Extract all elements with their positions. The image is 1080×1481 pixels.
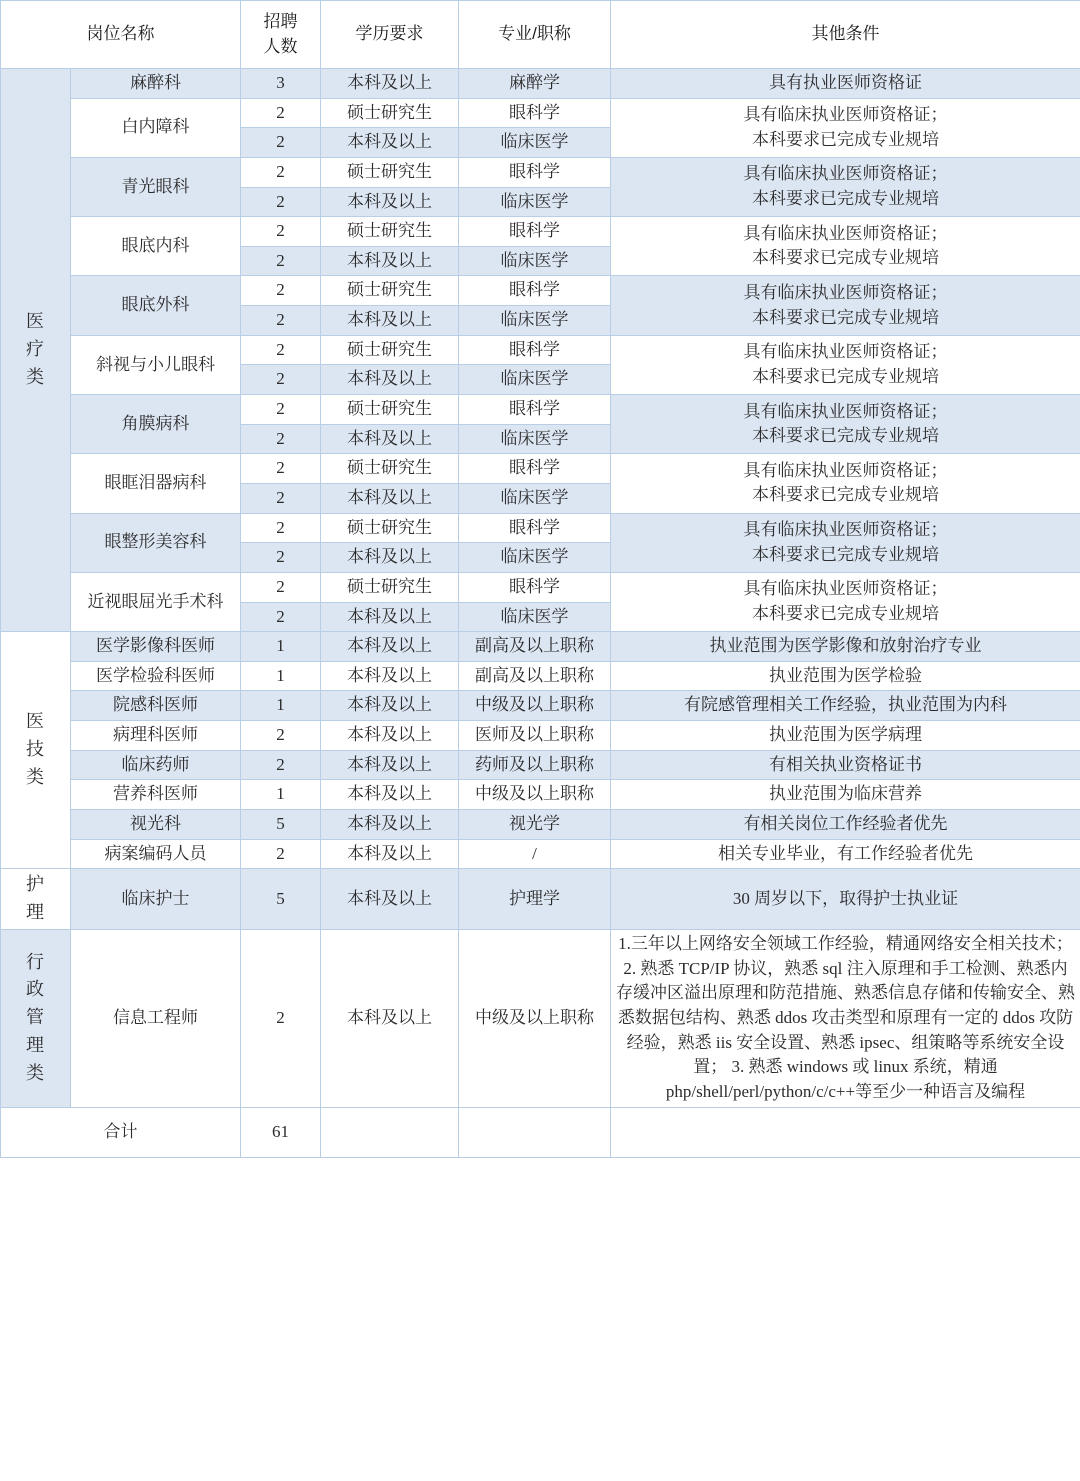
headcount-cell: 5 [241, 869, 321, 930]
column-header-education: 学历要求 [321, 1, 459, 69]
headcount-cell: 2 [241, 750, 321, 780]
table-row [1, 632, 1080, 662]
other-conditions-cell [611, 572, 1080, 631]
major-title-cell: 临床医学 [459, 306, 611, 336]
education-cell: 本科及以上 [321, 839, 459, 869]
other-conditions-cell: 有院感管理相关工作经验，执业范围为内科 [611, 691, 1080, 721]
table-row [1, 335, 1080, 365]
other-line: 具有临床执业医师资格证； [743, 579, 948, 599]
other-conditions-cell [611, 513, 1080, 572]
other-line: 本科要求已完成专业规培 [752, 189, 939, 209]
other-line: 本科要求已完成专业规培 [752, 604, 939, 624]
headcount-cell: 1 [241, 632, 321, 662]
major-title-cell: / [459, 839, 611, 869]
other-line: 本科要求已完成专业规培 [752, 485, 939, 505]
other-conditions-cell: 有相关执业资格证书 [611, 750, 1080, 780]
education-cell: 本科及以上 [321, 869, 459, 930]
headcount-cell: 2 [241, 543, 321, 573]
education-cell: 本科及以上 [321, 543, 459, 573]
education-cell: 硕士研究生 [321, 157, 459, 187]
total-row [1, 1107, 1080, 1157]
post-name-cell: 临床药师 [71, 750, 241, 780]
post-name-cell: 临床护士 [71, 869, 241, 930]
other-line: 具有临床执业医师资格证； [743, 342, 948, 362]
education-cell: 本科及以上 [321, 187, 459, 217]
major-title-cell: 眼科学 [459, 454, 611, 484]
education-cell: 硕士研究生 [321, 217, 459, 247]
education-cell: 本科及以上 [321, 246, 459, 276]
other-conditions-cell: 相关专业毕业，有工作经验者优先 [611, 839, 1080, 869]
other-conditions-cell [611, 395, 1080, 454]
headcount-cell: 2 [241, 483, 321, 513]
major-title-cell: 副高及以上职称 [459, 632, 611, 662]
other-line: 具有临床执业医师资格证； [743, 105, 948, 125]
major-title-cell: 临床医学 [459, 483, 611, 513]
other-conditions-cell [611, 157, 1080, 216]
education-cell: 硕士研究生 [321, 276, 459, 306]
post-name-cell: 医学检验科医师 [71, 661, 241, 691]
post-name-cell: 麻醉科 [71, 69, 241, 99]
post-name-cell: 眼整形美容科 [71, 513, 241, 572]
headcount-cell: 2 [241, 395, 321, 425]
education-cell: 本科及以上 [321, 691, 459, 721]
headcount-cell: 2 [241, 454, 321, 484]
header-row [1, 1, 1080, 69]
headcount-cell: 1 [241, 691, 321, 721]
table-row [1, 780, 1080, 810]
major-title-cell: 眼科学 [459, 217, 611, 247]
post-name-cell: 医学影像科医师 [71, 632, 241, 662]
post-name-cell: 眼底内科 [71, 217, 241, 276]
headcount-cell: 2 [241, 839, 321, 869]
other-conditions-cell: 执业范围为医学影像和放射治疗专业 [611, 632, 1080, 662]
table-row [1, 810, 1080, 840]
table-row [1, 930, 1080, 1107]
education-cell: 本科及以上 [321, 365, 459, 395]
major-title-cell: 临床医学 [459, 246, 611, 276]
major-title-cell: 眼科学 [459, 395, 611, 425]
other-conditions-cell: 30 周岁以下，取得护士执业证 [611, 869, 1080, 930]
education-cell: 本科及以上 [321, 632, 459, 662]
other-conditions-cell [611, 276, 1080, 335]
table-row [1, 513, 1080, 543]
other-line: 本科要求已完成专业规培 [752, 544, 939, 564]
major-title-cell: 眼科学 [459, 335, 611, 365]
other-conditions-cell [611, 217, 1080, 276]
other-line: 具有临床执业医师资格证； [743, 401, 948, 421]
major-title-cell: 眼科学 [459, 157, 611, 187]
post-name-cell: 近视眼屈光手术科 [71, 572, 241, 631]
other-line: 本科要求已完成专业规培 [752, 248, 939, 268]
post-name-cell: 病理科医师 [71, 721, 241, 751]
post-name-cell: 眼眶泪器病科 [71, 454, 241, 513]
other-line: 具有临床执业医师资格证； [743, 223, 948, 243]
headcount-cell: 2 [241, 157, 321, 187]
post-name-cell: 白内障科 [71, 98, 241, 157]
headcount-cell: 2 [241, 187, 321, 217]
headcount-cell: 2 [241, 930, 321, 1107]
education-cell: 硕士研究生 [321, 335, 459, 365]
major-title-cell: 临床医学 [459, 365, 611, 395]
other-conditions-cell: 执业范围为医学病理 [611, 721, 1080, 751]
table-row [1, 661, 1080, 691]
table-header [1, 1, 1080, 69]
total-label: 合计 [1, 1107, 241, 1157]
other-conditions-cell: 执业范围为临床营养 [611, 780, 1080, 810]
other-line: 本科要求已完成专业规培 [752, 307, 939, 327]
other-conditions-cell: 具有执业医师资格证 [611, 69, 1080, 99]
major-title-cell: 临床医学 [459, 543, 611, 573]
category-cell [1, 869, 71, 930]
education-cell: 本科及以上 [321, 750, 459, 780]
headcount-cell: 2 [241, 98, 321, 128]
education-cell: 本科及以上 [321, 306, 459, 336]
category-label: 医疗类 [26, 311, 45, 388]
post-name-cell: 院感科医师 [71, 691, 241, 721]
headcount-cell: 3 [241, 69, 321, 99]
table-row [1, 98, 1080, 128]
table-row [1, 454, 1080, 484]
category-cell [1, 69, 71, 632]
post-name-cell: 信息工程师 [71, 930, 241, 1107]
other-conditions-cell [611, 98, 1080, 157]
major-title-cell: 临床医学 [459, 602, 611, 632]
column-header-major-title: 专业/职称 [459, 1, 611, 69]
table-row [1, 750, 1080, 780]
table-row [1, 691, 1080, 721]
headcount-cell: 2 [241, 306, 321, 336]
post-name-cell: 病案编码人员 [71, 839, 241, 869]
education-cell: 硕士研究生 [321, 454, 459, 484]
post-name-cell: 眼底外科 [71, 276, 241, 335]
table-row [1, 839, 1080, 869]
education-cell: 硕士研究生 [321, 395, 459, 425]
other-line: 具有临床执业医师资格证； [743, 282, 948, 302]
major-title-cell: 药师及以上职称 [459, 750, 611, 780]
column-header-headcount [241, 1, 321, 69]
other-line: 本科要求已完成专业规培 [752, 129, 939, 149]
major-title-cell: 临床医学 [459, 187, 611, 217]
headcount-cell: 1 [241, 780, 321, 810]
post-name-cell: 斜视与小儿眼科 [71, 335, 241, 394]
education-cell: 硕士研究生 [321, 98, 459, 128]
headcount-cell: 2 [241, 572, 321, 602]
post-name-cell: 角膜病科 [71, 395, 241, 454]
total-value: 61 [241, 1107, 321, 1157]
major-title-cell: 医师及以上职称 [459, 721, 611, 751]
education-cell: 本科及以上 [321, 721, 459, 751]
major-title-cell: 眼科学 [459, 572, 611, 602]
education-cell: 硕士研究生 [321, 572, 459, 602]
other-line: 具有临床执业医师资格证； [743, 460, 948, 480]
table-row [1, 157, 1080, 187]
column-header-post-name: 岗位名称 [1, 1, 241, 69]
table-row [1, 217, 1080, 247]
major-title-cell: 眼科学 [459, 98, 611, 128]
headcount-cell: 5 [241, 810, 321, 840]
table-row [1, 869, 1080, 930]
category-cell [1, 632, 71, 869]
headcount-cell: 2 [241, 276, 321, 306]
major-title-cell: 护理学 [459, 869, 611, 930]
total-empty-major [459, 1107, 611, 1157]
education-cell: 本科及以上 [321, 661, 459, 691]
education-cell: 本科及以上 [321, 780, 459, 810]
education-cell: 硕士研究生 [321, 513, 459, 543]
category-label: 行政管理类 [26, 951, 45, 1084]
headcount-line2: 人数 [263, 36, 298, 56]
headcount-cell: 2 [241, 602, 321, 632]
other-conditions-cell: 有相关岗位工作经验者优先 [611, 810, 1080, 840]
headcount-cell: 2 [241, 424, 321, 454]
category-label: 护理 [26, 874, 45, 923]
headcount-cell: 2 [241, 721, 321, 751]
education-cell: 本科及以上 [321, 930, 459, 1107]
major-title-cell: 临床医学 [459, 128, 611, 158]
total-empty-education [321, 1107, 459, 1157]
major-title-cell: 中级及以上职称 [459, 691, 611, 721]
other-line: 具有临床执业医师资格证； [743, 520, 948, 540]
post-name-cell: 营养科医师 [71, 780, 241, 810]
headcount-cell: 2 [241, 246, 321, 276]
headcount-line1: 招聘 [263, 11, 298, 31]
headcount-cell: 2 [241, 335, 321, 365]
other-line: 具有临床执业医师资格证； [743, 164, 948, 184]
table-row [1, 721, 1080, 751]
table-row [1, 276, 1080, 306]
headcount-cell: 2 [241, 513, 321, 543]
other-conditions-cell [611, 335, 1080, 394]
major-title-cell: 副高及以上职称 [459, 661, 611, 691]
other-line: 本科要求已完成专业规培 [752, 426, 939, 446]
table-row [1, 69, 1080, 99]
major-title-cell: 眼科学 [459, 513, 611, 543]
total-empty-other [611, 1107, 1080, 1157]
major-title-cell: 中级及以上职称 [459, 930, 611, 1107]
category-cell [1, 930, 71, 1107]
headcount-cell: 1 [241, 661, 321, 691]
major-title-cell: 视光学 [459, 810, 611, 840]
other-conditions-cell [611, 454, 1080, 513]
category-label: 医技类 [26, 711, 45, 788]
headcount-cell: 2 [241, 128, 321, 158]
education-cell: 本科及以上 [321, 810, 459, 840]
column-header-other: 其他条件 [611, 1, 1080, 69]
post-name-cell: 青光眼科 [71, 157, 241, 216]
major-title-cell: 麻醉学 [459, 69, 611, 99]
education-cell: 本科及以上 [321, 483, 459, 513]
major-title-cell: 临床医学 [459, 424, 611, 454]
education-cell: 本科及以上 [321, 69, 459, 99]
table-body [1, 69, 1080, 1158]
table-row [1, 572, 1080, 602]
major-title-cell: 眼科学 [459, 276, 611, 306]
education-cell: 本科及以上 [321, 128, 459, 158]
table-row [1, 395, 1080, 425]
major-title-cell: 中级及以上职称 [459, 780, 611, 810]
headcount-cell: 2 [241, 217, 321, 247]
education-cell: 本科及以上 [321, 602, 459, 632]
education-cell: 本科及以上 [321, 424, 459, 454]
other-line: 本科要求已完成专业规培 [752, 366, 939, 386]
post-name-cell: 视光科 [71, 810, 241, 840]
headcount-cell: 2 [241, 365, 321, 395]
other-conditions-cell: 1.三年以上网络安全领域工作经验，精通网络安全相关技术；2. 熟悉 TCP/IP 协议，熟悉 sql 注入原理和手工检测、熟悉内存缓冲区溢出原理和防范措施、熟悉信息存储和传输安全、熟悉数据包结构、熟悉 ddos 攻击类型和原理有一定的 ddos 攻防经验，熟悉 iis 安全设置、熟悉 ipsec、组策略等系统安全设置； 3. 熟悉 windows 或 linux 系统，精通 php/shell/perl/python/c/c++等至少一种语言及编程 [611, 930, 1080, 1107]
other-conditions-cell: 执业范围为医学检验 [611, 661, 1080, 691]
